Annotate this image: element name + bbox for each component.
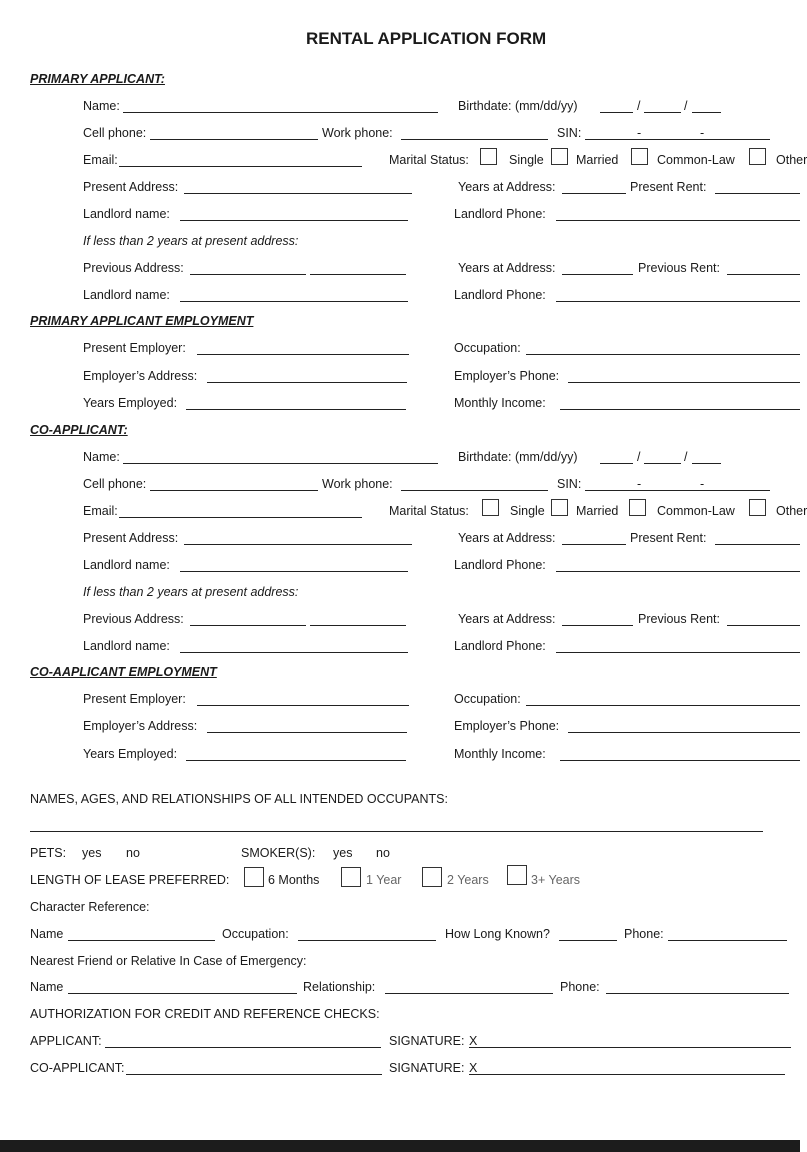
years-at-address-field[interactable] [562,193,626,194]
co-common-law-checkbox[interactable] [629,499,646,516]
co-marital-status-label: Marital Status: [389,504,469,518]
previous-years-at-address-label: Years at Address: [458,261,556,275]
present-address-label: Present Address: [83,180,179,194]
co-employer-phone-label: Employer’s Phone: [454,719,560,733]
co-work-phone-field[interactable] [401,490,548,491]
bottom-bar [0,1140,800,1152]
co-other-checkbox[interactable] [749,499,766,516]
co-present-rent-field[interactable] [715,544,800,545]
lease-6-months-label: 6 Months [268,873,320,887]
marital-status-label: Marital Status: [389,153,469,167]
common-law-label: Common-Law [657,153,735,167]
co-present-employer-field[interactable] [197,705,409,706]
present-rent-label: Present Rent: [630,180,707,194]
co-previous-landlord-name-label: Landlord name: [83,639,170,653]
pets-yes-option[interactable]: yes [82,846,102,860]
landlord-phone-field[interactable] [556,220,800,221]
emergency-phone-field[interactable] [606,993,789,994]
primary-employment-heading: PRIMARY APPLICANT EMPLOYMENT [30,314,254,328]
single-checkbox[interactable] [480,148,497,165]
co-name-field[interactable] [123,463,438,464]
emergency-contact-label: Nearest Friend or Relative In Case of Emergency: [30,954,307,968]
co-landlord-phone-label: Landlord Phone: [454,558,546,572]
character-reference-label: Character Reference: [30,900,150,914]
name-label: Name: [83,99,120,113]
co-cell-phone-label: Cell phone: [83,477,147,491]
co-other-label: Other [776,504,807,518]
lease-3-plus-years-label: 3+ Years [531,873,581,887]
co-landlord-phone-field[interactable] [556,571,800,572]
emergency-phone-label: Phone: [560,980,600,994]
reference-phone-label: Phone: [624,927,664,941]
co-years-at-address-field[interactable] [562,544,626,545]
lease-6-months-checkbox[interactable] [244,867,264,887]
co-email-label: Email: [83,504,118,518]
employer-address-field[interactable] [207,382,407,383]
previous-address-field-2[interactable] [310,274,406,275]
less-than-two-years-note: If less than 2 years at present address: [83,234,299,248]
sin-field[interactable] [585,139,770,140]
smoker-no-option[interactable]: no [376,846,390,860]
other-checkbox[interactable] [749,148,766,165]
present-employer-label: Present Employer: [83,341,186,355]
previous-address-label: Previous Address: [83,261,184,275]
pets-no-option[interactable]: no [126,846,140,860]
pets-label: PETS: [30,846,67,860]
occupation-label: Occupation: [454,341,521,355]
name-field[interactable] [123,112,438,113]
birth-day-field[interactable] [644,112,681,113]
work-phone-field[interactable] [401,139,548,140]
emergency-name-field[interactable] [68,993,297,994]
occupants-label: NAMES, AGES, AND RELATIONSHIPS OF ALL INTENDED OCCUPANTS: [30,792,448,806]
occupants-field[interactable] [30,831,763,832]
co-name-label: Name: [83,450,120,464]
reference-phone-field[interactable] [668,940,787,941]
emergency-relationship-field[interactable] [385,993,553,994]
landlord-name-label: Landlord name: [83,207,170,221]
authorization-label: AUTHORIZATION FOR CREDIT AND REFERENCE CHECKS: [30,1007,380,1021]
birthdate-label: Birthdate: (mm/dd/yy) [458,99,578,113]
co-married-checkbox[interactable] [551,499,568,516]
co-years-employed-field[interactable] [186,760,406,761]
co-birth-day-field[interactable] [644,463,681,464]
co-sin-field[interactable] [585,490,770,491]
email-label: Email: [83,153,118,167]
co-previous-years-field[interactable] [562,625,633,626]
common-law-checkbox[interactable] [631,148,648,165]
co-years-at-address-label: Years at Address: [458,531,556,545]
co-present-rent-label: Present Rent: [630,531,707,545]
co-occupation-field[interactable] [526,705,800,706]
co-monthly-income-label: Monthly Income: [454,747,546,761]
previous-landlord-phone-field[interactable] [556,301,800,302]
occupation-field[interactable] [526,354,800,355]
birth-year-field[interactable] [692,112,721,113]
co-previous-landlord-phone-label: Landlord Phone: [454,639,546,653]
co-previous-address-field[interactable] [190,625,306,626]
married-checkbox[interactable] [551,148,568,165]
co-applicant-signature-x: X [469,1061,478,1075]
previous-rent-label: Previous Rent: [638,261,720,275]
co-employer-address-label: Employer’s Address: [83,719,198,733]
co-applicant-signature-field[interactable] [469,1074,785,1075]
lease-2-years-label: 2 Years [447,873,489,887]
co-single-checkbox[interactable] [482,499,499,516]
co-occupation-label: Occupation: [454,692,521,706]
co-present-employer-label: Present Employer: [83,692,186,706]
years-employed-label: Years Employed: [83,396,178,410]
birth-month-field[interactable] [600,112,633,113]
co-present-address-field[interactable] [184,544,412,545]
present-address-field[interactable] [184,193,412,194]
cell-phone-field[interactable] [150,139,318,140]
co-previous-rent-label: Previous Rent: [638,612,720,626]
co-present-address-label: Present Address: [83,531,179,545]
co-previous-rent-field[interactable] [727,625,800,626]
co-birth-month-field[interactable] [600,463,633,464]
work-phone-label: Work phone: [322,126,393,140]
co-sin-label: SIN: [557,477,582,491]
reference-occupation-label: Occupation: [222,927,289,941]
co-years-employed-label: Years Employed: [83,747,178,761]
co-previous-landlord-name-field[interactable] [180,652,408,653]
previous-landlord-phone-label: Landlord Phone: [454,288,546,302]
co-employer-address-field[interactable] [207,732,407,733]
co-single-label: Single [510,504,545,518]
co-birth-year-field[interactable] [692,463,721,464]
co-landlord-name-field[interactable] [180,571,408,572]
present-employer-field[interactable] [197,354,409,355]
form-title: RENTAL APPLICATION FORM [306,29,547,48]
emergency-relationship-label: Relationship: [303,980,376,994]
reference-how-long-field[interactable] [559,940,617,941]
married-label: Married [576,153,619,167]
landlord-phone-label: Landlord Phone: [454,207,546,221]
co-birthdate-label: Birthdate: (mm/dd/yy) [458,450,578,464]
monthly-income-field[interactable] [560,409,800,410]
primary-applicant-heading: PRIMARY APPLICANT: [30,72,165,86]
co-applicant-name-field[interactable] [126,1074,382,1075]
employer-phone-field[interactable] [568,382,800,383]
co-previous-years-label: Years at Address: [458,612,556,626]
smoker-label: SMOKER(S): [241,846,316,860]
co-common-law-label: Common-Law [657,504,735,518]
previous-landlord-name-label: Landlord name: [83,288,170,302]
co-less-than-two-years-note: If less than 2 years at present address: [83,585,299,599]
cell-phone-label: Cell phone: [83,126,147,140]
co-married-label: Married [576,504,619,518]
reference-how-long-label: How Long Known? [445,927,550,941]
co-landlord-name-label: Landlord name: [83,558,170,572]
co-work-phone-label: Work phone: [322,477,393,491]
lease-3-plus-years-checkbox[interactable] [507,865,527,885]
reference-occupation-field[interactable] [298,940,436,941]
applicant-signature-field[interactable] [469,1047,791,1048]
lease-1-year-label: 1 Year [366,873,402,887]
co-applicant-heading: CO-APPLICANT: [30,423,128,437]
other-label: Other [776,153,807,167]
reference-name-label: Name [30,927,64,941]
previous-years-field[interactable] [562,274,633,275]
co-applicant-label: CO-APPLICANT: [30,1061,125,1075]
years-employed-field[interactable] [186,409,406,410]
applicant-signature-x: X [469,1034,478,1048]
emergency-name-label: Name [30,980,64,994]
previous-rent-field[interactable] [727,274,800,275]
landlord-name-field[interactable] [180,220,408,221]
sin-label: SIN: [557,126,582,140]
lease-1-year-checkbox[interactable] [341,867,361,887]
years-at-address-label: Years at Address: [458,180,556,194]
lease-label: LENGTH OF LEASE PREFERRED: [30,873,230,887]
co-employer-phone-field[interactable] [568,732,800,733]
co-monthly-income-field[interactable] [560,760,800,761]
co-previous-address-field-2[interactable] [310,625,406,626]
lease-2-years-checkbox[interactable] [422,867,442,887]
smoker-yes-option[interactable]: yes [333,846,353,860]
previous-landlord-name-field[interactable] [180,301,408,302]
co-previous-landlord-phone-field[interactable] [556,652,800,653]
single-label: Single [509,153,544,167]
applicant-label: APPLICANT: [30,1034,102,1048]
co-previous-address-label: Previous Address: [83,612,184,626]
applicant-signature-label: SIGNATURE: [389,1034,465,1048]
employer-address-label: Employer’s Address: [83,369,198,383]
co-cell-phone-field[interactable] [150,490,318,491]
present-rent-field[interactable] [715,193,800,194]
co-applicant-signature-label: SIGNATURE: [389,1061,465,1075]
employer-phone-label: Employer’s Phone: [454,369,560,383]
reference-name-field[interactable] [68,940,215,941]
monthly-income-label: Monthly Income: [454,396,546,410]
applicant-name-field[interactable] [105,1047,381,1048]
previous-address-field[interactable] [190,274,306,275]
co-email-field[interactable] [119,517,362,518]
email-field[interactable] [119,166,362,167]
co-employment-heading: CO-AAPLICANT EMPLOYMENT [30,665,217,679]
